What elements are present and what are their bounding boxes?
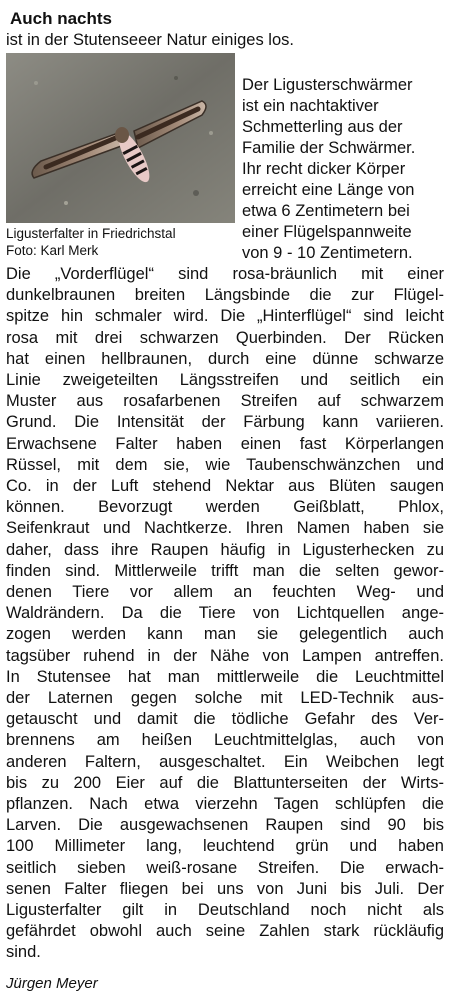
body-line: pflanzen. Nach etwa vierzehn Tagen schlüpfen die (6, 795, 444, 813)
intro-line: einer Flügelspannweite (242, 223, 412, 241)
body-line: Erwachsene Falter haben einen fast Körperlangen (6, 434, 444, 453)
body-line: Waldrändern. Da die Tiere von Lichtquellen ange- (6, 604, 444, 623)
body-line: senen Falter fliegen bei uns von Juni bis Juli. Der (6, 879, 444, 898)
body-line: dunkelbraunen breiten Längsbinde die zur Flügel- (6, 286, 444, 305)
body-line: Rüssel, mit dem sie, wie Taubenschwänzchen und (6, 455, 444, 474)
body-line: hat einen hellbraunen, durch eine dünne schwarze (6, 349, 444, 368)
intro-line: Schmetterling aus der (242, 118, 403, 136)
body-line: Ligusterfalter gilt in Deutschland noch nicht als (6, 901, 444, 919)
body-line: denen Tiere vor allem an feuchten Weg- und (6, 583, 444, 601)
body-line: seitlich sieben weiß-rosane Streifen. Die erwach- (6, 858, 444, 877)
intro-line: erreicht eine Länge von (242, 181, 415, 199)
body-line: tagsüber ruhend in der Nähe von Lampen antreffen. (6, 646, 444, 665)
intro-line: Familie der Schwärmer. (242, 139, 416, 157)
body-line: können. Bevorzugt werden Geißblatt, Phlox, (6, 498, 444, 517)
intro-line: Ihr recht dicker Körper (242, 160, 406, 178)
body-line: finden sind. Mittlerweile trifft man die selten gewor- (6, 561, 444, 580)
body-line: sind. (6, 943, 41, 962)
intro-line: Der Ligusterschwärmer (242, 76, 413, 94)
body-line: Larven. Die ausgewachsenen Raupen sind 90 bis (6, 816, 444, 835)
body-line: zogen werden kann man sie gelegentlich auch (6, 625, 444, 644)
intro-line: ist ein nachtaktiver (242, 97, 379, 115)
article-subtitle: ist in der Stutenseeer Natur einiges los. (6, 31, 294, 49)
body-line: Co. in der Luft stehend Nektar aus Blüten saugen (6, 477, 444, 495)
photo-credit: Foto: Karl Merk (6, 243, 99, 258)
body-line: Die „Vorderflügel“ sind rosa-bräunlich mit einer (6, 265, 444, 283)
body-line: anderen Faltern, ausgeschaltet. Ein Weibchen legt (6, 752, 444, 771)
body-line: Grund. Die Intensität der Färbung kann variieren. (6, 413, 444, 432)
photo-caption: Ligusterfalter in Friedrichstal (6, 226, 176, 241)
moth-photo (6, 53, 235, 223)
body-line: Linie zweigeteilten Längsstreifen und seitlich ein (6, 371, 444, 389)
author-name: Jürgen Meyer (6, 975, 98, 992)
body-line: daher, dass ihre Raupen häufig in Ligusterhecken zu (6, 540, 444, 559)
body-line: Seifenkraut und Nachtkerze. Ihren Namen haben sie (6, 519, 444, 538)
moth-illustration (6, 53, 235, 223)
body-line: getauscht und damit die tödliche Gefahr des Ver- (6, 710, 444, 729)
intro-line: etwa 6 Zentimetern bei (242, 202, 410, 220)
article-title: Auch nachts (10, 9, 113, 28)
body-line: In Stutensee hat man mittlerweile die Leuchtmittel (6, 667, 444, 686)
body-line: rosa mit drei schwarzen Querbinden. Der Rücken (6, 328, 444, 347)
body-line: der Laternen gegen solche mit LED-Technik aus- (6, 689, 444, 707)
body-line: Muster aus rosafarbenen Streifen auf schwarzem (6, 392, 444, 411)
body-line: gefährdet obwohl auch seine Zahlen stark rückläufig (6, 922, 444, 941)
body-line: bis zu 200 Eier auf die Blattunterseiten der Wirts- (6, 773, 444, 792)
body-line: brennens am heißen Leuchtmittelglas, auch von (6, 731, 444, 750)
body-line: 100 Millimeter lang, leuchtend grün und haben (6, 837, 444, 856)
body-line: spitze hin schmaler wird. Die „Hinterflügel“ sind leicht (6, 307, 444, 326)
intro-line: von 9 - 10 Zentimetern. (242, 244, 413, 262)
